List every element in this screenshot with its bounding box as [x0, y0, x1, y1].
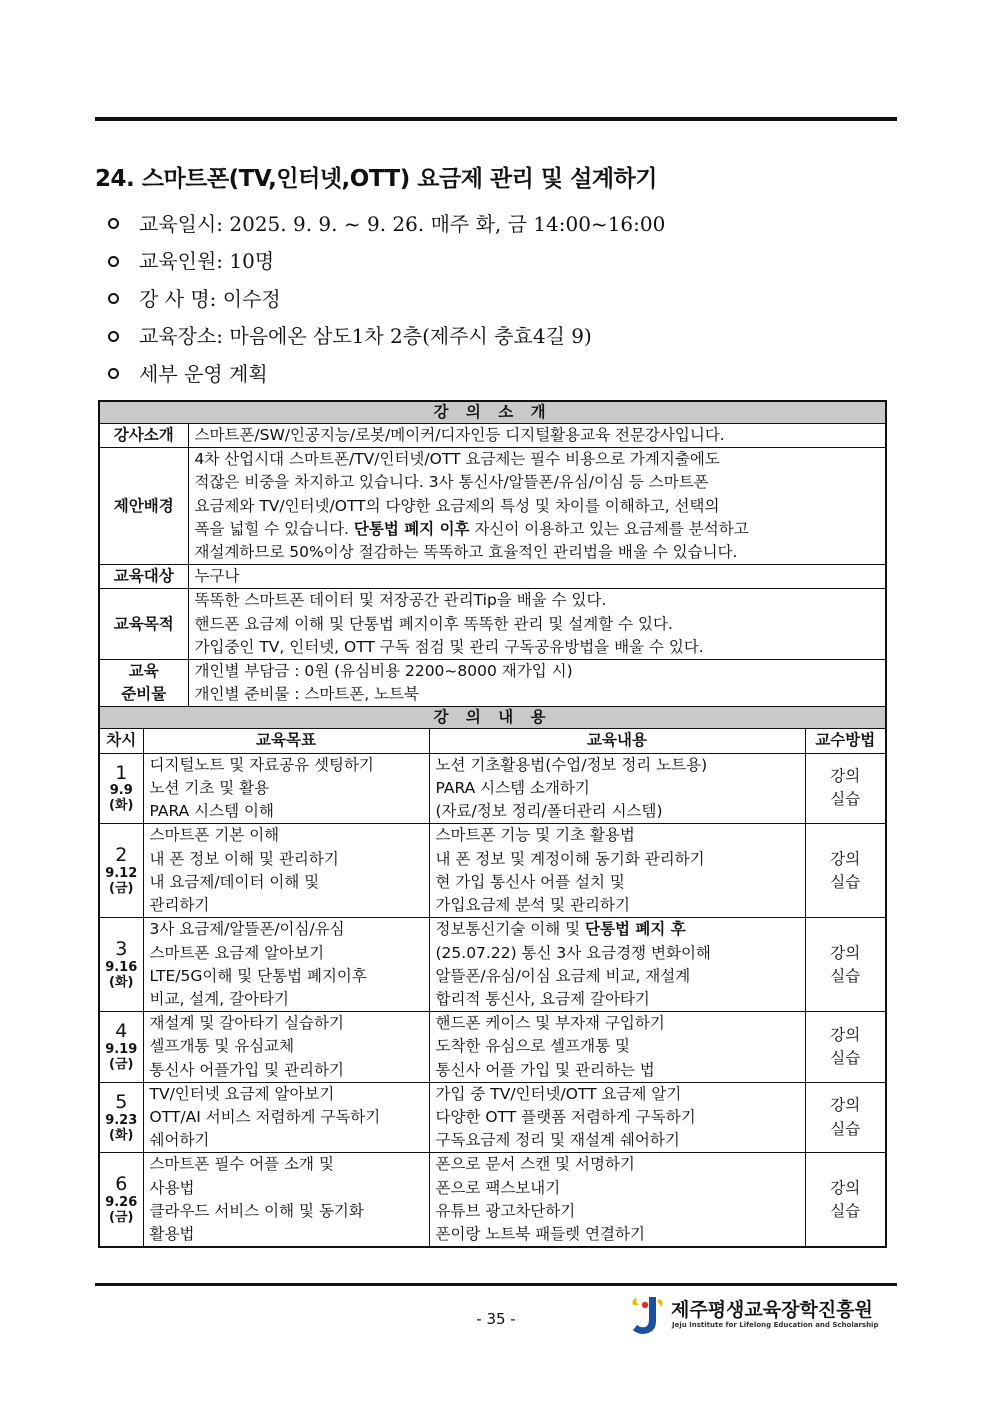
course-plan-table	[98, 400, 887, 1248]
col-goal-header: 교육목표	[143, 729, 429, 753]
session-number: 6	[115, 1173, 128, 1196]
session-row	[99, 824, 886, 918]
section-title: 24. 스마트폰(TV,인터넷,OTT) 요금제 관리 및 설계하기	[95, 166, 657, 192]
bullet-schedule: 교육일시: 2025. 9. 9. ~ 9. 26. 매주 화, 금 14:00~16:00	[108, 205, 665, 243]
session-content: 노션 기초활용법(수업/정보 정리 노트용) PARA 시스템 소개하기 (자료/정보 정리/폴더관리 시스템)	[429, 753, 805, 824]
session-content: 핸드폰 케이스 및 부자재 구입하기 도착한 유심으로 셀프개통 및 통신사 어플 가입 및 관리하는 법	[429, 1012, 805, 1083]
background-label: 제안배경	[99, 448, 188, 565]
session-goal: 디지털노트 및 자료공유 셋팅하기 노션 기초 및 활용 PARA 시스템 이해	[143, 753, 429, 824]
page-number: - 35 -	[476, 1310, 516, 1328]
session-content: 가입 중 TV/인터넷/OTT 요금제 알기 다양한 OTT 플랫폼 저렴하게 구독하기 구독요금제 정리 및 재설계 쉐어하기	[429, 1082, 805, 1153]
prep-label: 교육 준비물	[99, 660, 188, 707]
target-row	[99, 565, 886, 589]
session-content: 스마트폰 기능 및 기초 활용법 내 폰 정보 및 계정이해 동기화 관리하기 현 가입 통신사 어플 설치 및 가입요금제 분석 및 관리하기	[429, 824, 805, 918]
goal-row	[99, 589, 886, 660]
goal-text: 똑똑한 스마트폰 데이터 및 저장공간 관리Tip을 배울 수 있다. 핸드폰 요금제 이해 및 단통법 폐지이후 똑똑한 관리 및 설계할 수 있다. 가입중인 TV, 인터넷, OTT 구독 점검 및 관리 구독공유방법을 배울 수 있다.	[188, 589, 886, 660]
session-cell	[99, 1153, 143, 1247]
institute-logo	[625, 1293, 895, 1338]
content-header-row	[99, 707, 886, 729]
session-goal: 스마트폰 기본 이해 내 폰 정보 이해 및 관리하기 내 요금제/데이터 이해 및 관리하기	[143, 824, 429, 918]
session-date: 9.19 (금)	[105, 1042, 138, 1072]
instructor-label: 강사소개	[99, 424, 188, 448]
column-header-row	[99, 729, 886, 753]
instructor-text: 스마트폰/SW/인공지능/로봇/메이커/디자인등 디지털활용교육 전문강사입니다.	[188, 424, 886, 448]
prep-row	[99, 660, 886, 707]
session-row	[99, 753, 886, 824]
session-row	[99, 1153, 886, 1247]
institute-name: 제주평생교육장학진흥원	[671, 1299, 873, 1321]
circle-bullet-icon	[108, 331, 119, 342]
session-content: 정보통신기술 이해 및 단통법 폐지 후 (25.07.22) 통신 3사 요금경쟁 변화이해 알뜰폰/유심/이심 요금제 비교, 재설계 합리적 통신사, 요금제 갈아타기	[429, 918, 805, 1012]
background-text: 4차 산업시대 스마트폰/TV/인터넷/OTT 요금제는 필수 비용으로 가계지출에도 적잖은 비중을 차지하고 있습니다. 3사 통신사/알뜰폰/유심/이심 등 스마트폰 요금제와 TV/인터넷/OTT의 다양한 요금제의 특성 및 차이를 이해하고, 선택의 폭을 넓힐 수 있습니다. 단통법 폐지 이후 자신이 이용하고 있는 요금제를 분석하고 재설계하므로 50%이상 절감하는 똑똑하고 효율적인 관리법을 배울 수 있습니다.	[188, 448, 886, 565]
prep-text: 개인별 부담금 : 0원 (유심비용 2200~8000 재가입 시) 개인별 준비물 : 스마트폰, 노트북	[188, 660, 886, 707]
circle-bullet-icon	[108, 368, 119, 379]
session-date: 9.23 (화)	[105, 1112, 138, 1143]
top-rule	[95, 117, 897, 121]
intro-header: 강 의 소 개	[99, 401, 886, 424]
background-row	[99, 448, 886, 565]
circle-bullet-icon	[108, 293, 119, 304]
session-cell	[99, 918, 143, 1012]
session-date: 9.26 (금)	[105, 1194, 138, 1225]
target-label: 교육대상	[99, 565, 188, 589]
content-header: 강 의 내 용	[99, 707, 886, 729]
instructor-row	[99, 424, 886, 448]
session-cell	[99, 824, 143, 918]
institute-logo-icon	[625, 1293, 669, 1337]
session-number: 1	[115, 761, 128, 784]
bullet-headcount: 교육인원: 10명	[108, 243, 665, 281]
goal-label: 교육목적	[99, 589, 188, 660]
session-method: 강의 실습	[805, 753, 886, 824]
session-goal: TV/인터넷 요금제 알아보기 OTT/AI 서비스 저렴하게 구독하기 쉐어하기	[143, 1082, 429, 1153]
session-cell	[99, 1082, 143, 1153]
session-number: 3	[115, 937, 128, 960]
bottom-rule	[95, 1283, 897, 1286]
intro-header-row	[99, 401, 886, 424]
circle-bullet-icon	[108, 218, 119, 229]
session-method: 강의 실습	[805, 1153, 886, 1247]
session-method: 강의 실습	[805, 824, 886, 918]
target-text: 누구나	[188, 565, 886, 589]
session-method: 강의 실습	[805, 1012, 886, 1083]
bullet-instructor: 강 사 명: 이수정	[108, 280, 665, 318]
session-date: 9.12 (금)	[105, 865, 138, 896]
session-number: 2	[115, 843, 128, 866]
session-row	[99, 1012, 886, 1083]
session-cell	[99, 1012, 143, 1083]
col-method-header: 교수방법	[805, 729, 886, 753]
session-goal: 스마트폰 필수 어플 소개 및 사용법 클라우드 서비스 이해 및 동기화 활용법	[143, 1153, 429, 1247]
session-date: 9.9 (화)	[109, 783, 134, 814]
session-method: 강의 실습	[805, 1082, 886, 1153]
session-goal: 3사 요금제/알뜰폰/이심/유심 스마트폰 요금제 알아보기 LTE/5G이해 및 단통법 폐지이후 비교, 설계, 갈아타기	[143, 918, 429, 1012]
col-content-header: 교육내용	[429, 729, 805, 753]
col-session-header: 차시	[99, 729, 143, 753]
bullet-location: 교육장소: 마음에온 삼도1차 2층(제주시 충효4길 9)	[108, 318, 665, 356]
session-rows	[99, 753, 886, 1247]
session-number: 5	[115, 1090, 128, 1113]
institute-subtitle: Jeju Institute for Lifelong Education and Scholarship	[672, 1321, 879, 1329]
session-content: 폰으로 문서 스캔 및 서명하기 폰으로 팩스보내기 유튜브 광고차단하기 폰이랑 노트북 패들렛 연결하기	[429, 1153, 805, 1247]
bullet-plan: 세부 운영 계획	[108, 355, 665, 393]
session-date: 9.16 (화)	[105, 959, 138, 990]
session-goal: 재설계 및 갈아타기 실습하기 셀프개통 및 유심교체 통신사 어플가입 및 관리하기	[143, 1012, 429, 1083]
session-number: 4	[115, 1020, 128, 1043]
circle-bullet-icon	[108, 256, 119, 267]
session-row	[99, 1082, 886, 1153]
session-method: 강의 실습	[805, 918, 886, 1012]
session-cell	[99, 753, 143, 824]
info-bullet-list	[108, 205, 665, 393]
session-row	[99, 918, 886, 1012]
